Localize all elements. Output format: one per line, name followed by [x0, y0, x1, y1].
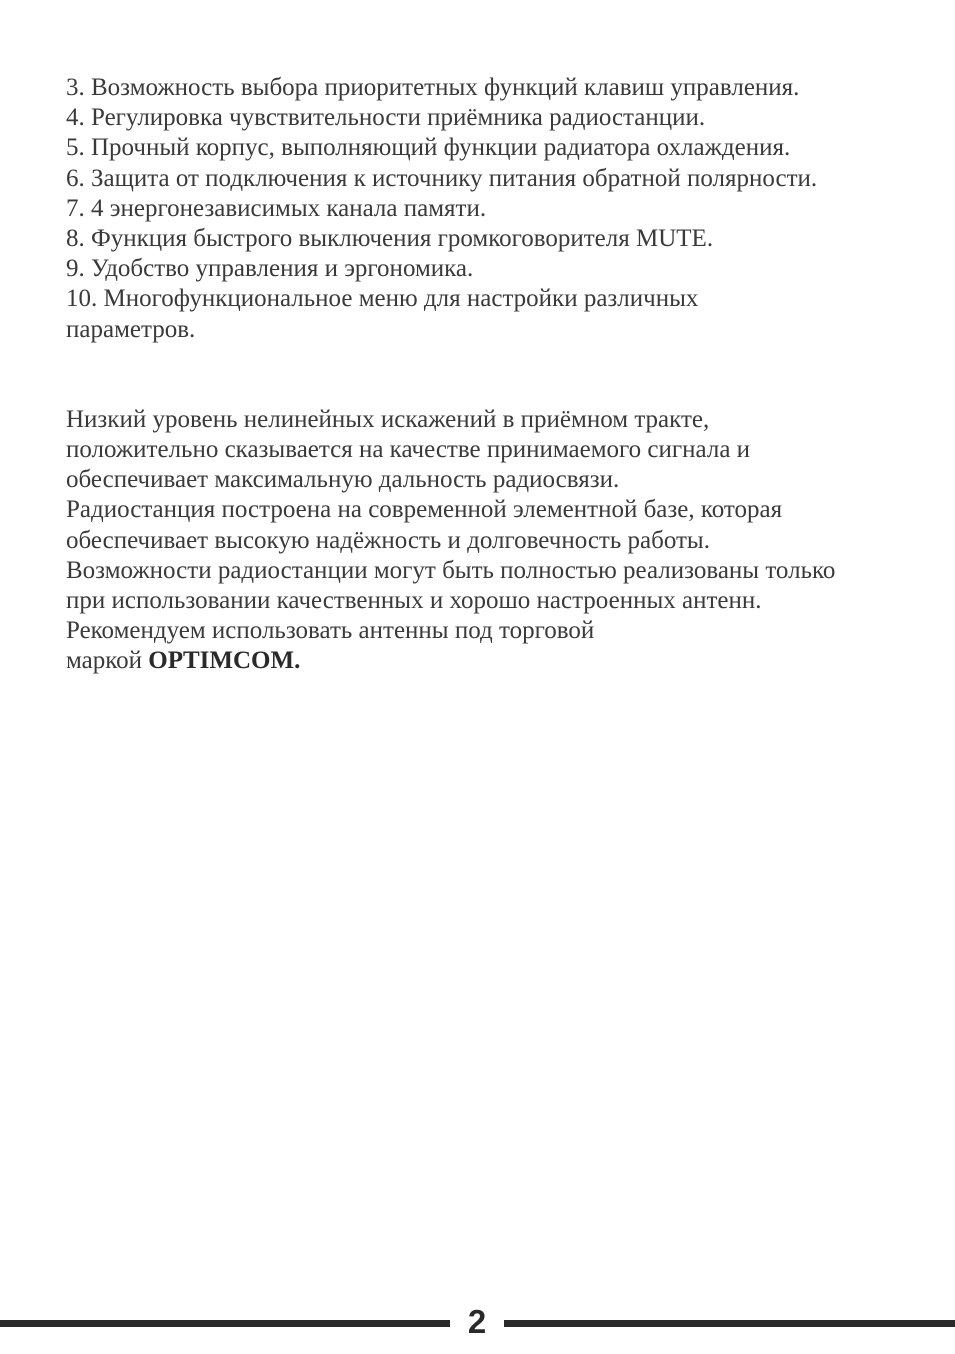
features-list [66, 73, 926, 345]
footer-divider-right [504, 1320, 955, 1327]
feature-item: 10. Многофункциональное меню для настройки различных параметров. [66, 285, 699, 343]
description-section [66, 405, 926, 677]
feature-item: 6. Защита от подключения к источнику питания обратной полярности. [66, 164, 818, 192]
page-content [66, 73, 926, 677]
recommendation-paragraph [66, 616, 926, 676]
feature-item: 4. Регулировка чувствительности приёмника радиостанции. [66, 104, 706, 132]
feature-item: 3. Возможность выбора приоритетных функций клавиш управления. [66, 74, 800, 101]
description-paragraph: Радиостанция построена на современной элементной базе, которая обеспечивает высокую надёжность и долговечность работы. [66, 496, 783, 554]
recommendation-prefix: маркой [66, 647, 149, 675]
brand-name: OPTIMCOM. [148, 647, 301, 675]
page-number: 2 [467, 1303, 487, 1340]
description-paragraph: Возможности радиостанции могут быть полностью реализованы только при использовании качественных и хорошо настроенных антенн. [66, 556, 836, 615]
feature-item: 7. 4 энергонезависимых канала памяти. [66, 194, 487, 222]
description-paragraph: Низкий уровень нелинейных искажений в приёмном тракте, положительно сказывается на качестве принимаемого сигнала и обеспечивает максимальную дальность радиосвязи. [66, 405, 751, 494]
feature-item: 9. Удобство управления и эргономика. [66, 255, 474, 283]
page-footer [0, 1298, 955, 1348]
feature-item: 5. Прочный корпус, выполняющий функции радиатора охлаждения. [66, 134, 791, 162]
footer-divider-left [0, 1320, 450, 1327]
recommendation-line: Рекомендуем использовать антенны под торговой [66, 617, 595, 645]
feature-item: 8. Функция быстрого выключения громкоговорителя MUTE. [66, 225, 714, 253]
